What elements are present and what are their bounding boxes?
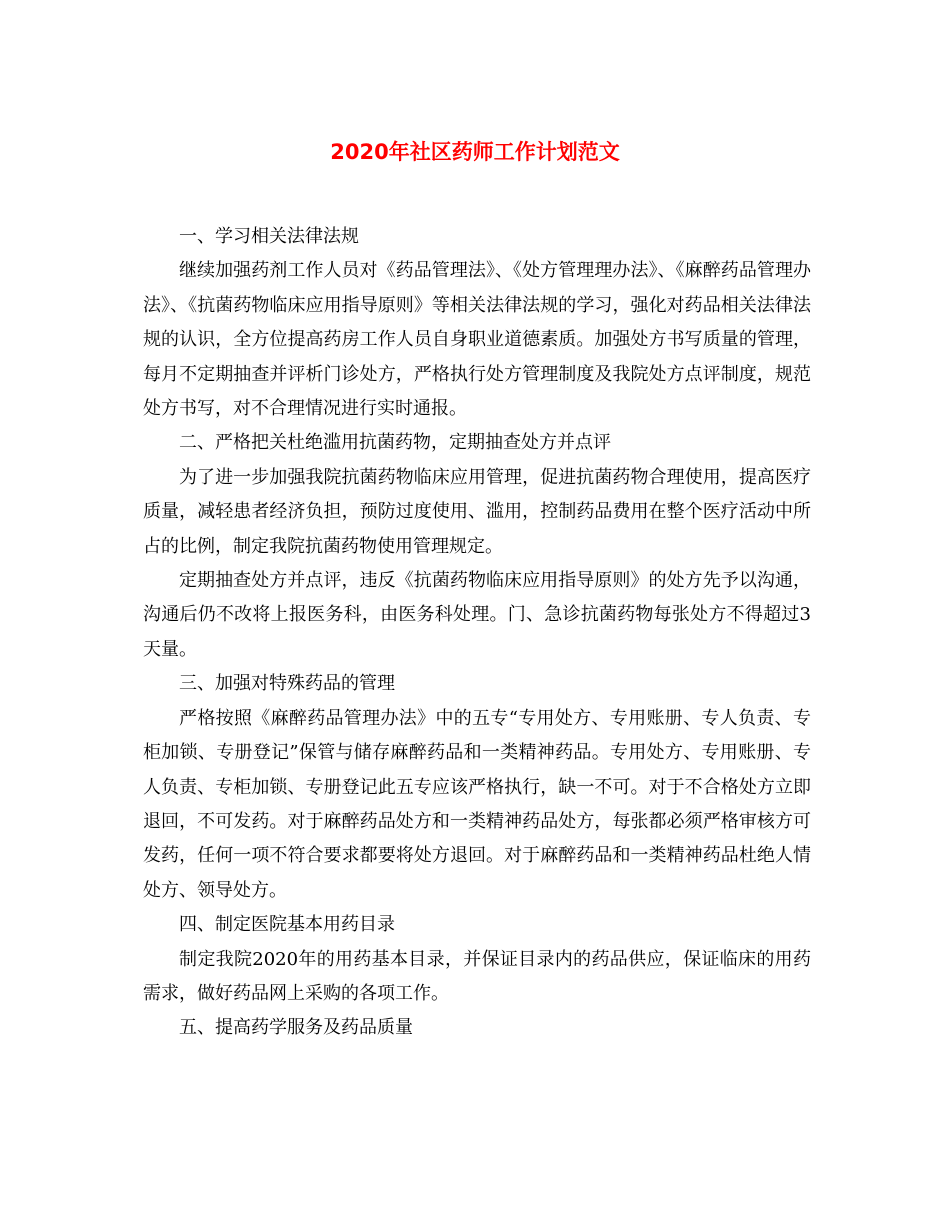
paragraph-3: 定期抽查处方并点评，违反《抗菌药物临床应用指导原则》的处方先予以沟通，沟通后仍不改将上报医务科，由医务科处理。门、急诊抗菌药物每张处方不得超过3天量。 — [143, 570, 811, 660]
paragraph-5: 制定我院2020年的用药基本目录，并保证目录内的药品供应，保证临床的用药需求，做好药品网上采购的各项工作。 — [143, 948, 811, 1004]
document-title: 2020年社区药师工作计划范文 — [330, 140, 620, 164]
section-heading-5: 五、提高药学服务及药品质量 — [179, 1017, 413, 1039]
paragraph-1: 继续加强药剂工作人员对《药品管理法》、《处方管理理办法》、《麻醉药品管理办法》、《抗菌药物临床应用指导原则》等相关法律法规的学习，强化对药品相关法律法规的认识，全方位提高药房工作人员自身职业道德素质。加强处方书写质量的管理，每月不定期抽查并评析门诊处方，严格执行处方管理制度及我院处方点评制度，规范处方书写，对不合理情况进行实时通报。 — [143, 260, 811, 420]
document-body — [143, 220, 811, 1046]
section-heading-1: 一、学习相关法律法规 — [179, 226, 359, 247]
section-heading-4: 四、制定医院基本用药目录 — [179, 914, 395, 936]
section-heading-2: 二、严格把关杜绝滥用抗菌药物，定期抽查处方并点评 — [179, 432, 611, 454]
paragraph-4: 严格按照《麻醉药品管理办法》中的五专“专用处方、专用账册、专人负责、专柜加锁、专册登记”保管与储存麻醉药品和一类精神药品。专用处方、专用账册、专人负责、专柜加锁、专册登记此五专应该严格执行，缺一不可。对于不合格处方立即退回，不可发药。对于麻醉药品处方和一类精神药品处方，每张都必须严格审核方可发药，任何一项不符合要求都要将处方退回。对于麻醉药品和一类精神药品杜绝人情处方、领导处方。 — [143, 707, 811, 901]
section-heading-3: 三、加强对特殊药品的管理 — [179, 673, 395, 695]
paragraph-2: 为了进一步加强我院抗菌药物临床应用管理，促进抗菌药物合理使用，提高医疗质量，减轻患者经济负担，预防过度使用、滥用，控制药品费用在整个医疗活动中所占的比例，制定我院抗菌药物使用管理规定。 — [143, 466, 811, 557]
